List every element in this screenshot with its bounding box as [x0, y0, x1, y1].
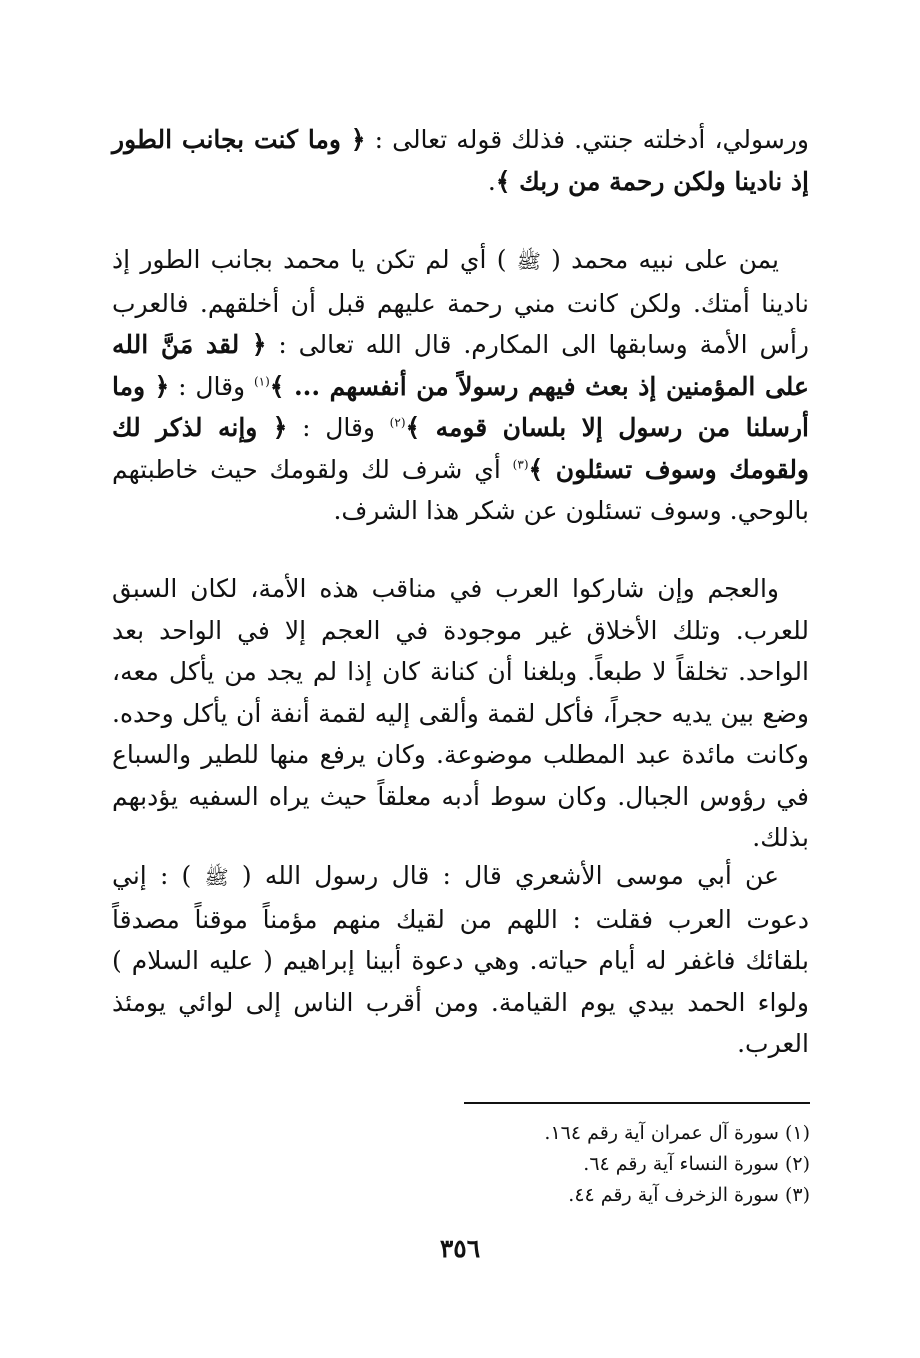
footnotes	[400, 1118, 810, 1211]
quran-open-bracket: ﴿	[251, 330, 267, 359]
quran-verse: وإنه لذكر لك ولقومك وسوف تسئلون	[112, 413, 810, 484]
salawat-glyph: ﷺ	[204, 865, 229, 889]
paragraph-4-text-2: ) : إني دعوت العرب فقلت : اللهم من لقيك منهم مؤمناً موقناً مصدقاً بلقائك فاغفر له أيام حياته. وهي دعوة أبينا إبراهيم ( عليه السلام ) ولواء الحمد بيدي يوم القيامة. ومن أقرب الناس إلى لوائي يومئذ العرب.	[112, 861, 809, 1058]
quran-verse: وما أرسلنا من رسول إلا بلسان قومه	[112, 371, 809, 442]
footnote-2: (٢) سورة النساء آية رقم ٦٤.	[583, 1153, 810, 1175]
paragraph-2	[112, 239, 809, 532]
quran-open-bracket: ﴿	[272, 413, 288, 442]
footnote-3: (٣) سورة الزخرف آية رقم ٤٤.	[568, 1184, 810, 1206]
paragraph-4-text-1: عن أبي موسى الأشعري قال : قال رسول الله (	[228, 861, 779, 890]
quran-verse: وما كنت بجانب الطور إذ نادينا ولكن رحمة من ربك	[112, 125, 809, 196]
footnote-1: (١) سورة آل عمران آية رقم ١٦٤.	[544, 1122, 810, 1144]
paragraph-3-text: والعجم وإن شاركوا العرب في مناقب هذه الأمة، لكان السبق للعرب. وتلك الأخلاق غير موجودة في العجم إلا في الواحد بعد الواحد. تخلقاً لا طبعاً. وبلغنا أن كنانة كان إذا لم يجد من يأكل معه، وضع بين يديه حجراً، فأكل لقمة وألقى إليه لقمة أنفة أن يأكل وحده. وكانت مائدة عبد المطلب موضوعة. وكان يرفع منها للطير والسباع في رؤوس الجبال. وكان سوط أدبه معلقاً حيث يراه السفيه يؤدبهم بذلك.	[112, 574, 809, 852]
paragraph-1	[112, 119, 809, 202]
quran-close-bracket: ﴾	[405, 413, 421, 442]
paragraph-2-text-2: ) أي لم تكن يا محمد بجانب الطور إذ نادينا أمتك. ولكن كانت مني رحمة عليهم قبل أن أخلقهم. فالعرب رأس الأمة وسابقها الى المكارم. قال الله تعالى :	[112, 245, 809, 359]
quran-close-bracket: ﴾	[495, 166, 511, 196]
quran-open-bracket: ﴿	[154, 371, 170, 401]
footnote-ref-3: (٣)	[512, 457, 529, 472]
quran-close-bracket: ﴾	[528, 454, 544, 484]
paragraph-3	[112, 568, 809, 859]
paragraph-2-text-1: يمن على نبيه محمد (	[540, 245, 780, 274]
footnote-divider	[464, 1102, 810, 1104]
paragraph-4	[112, 855, 809, 1065]
paragraph-1-lead: ورسولي، أدخلته جنتي. فذلك قوله تعالى :	[365, 125, 809, 154]
page-number: ٣٥٦	[439, 1234, 481, 1263]
quran-open-bracket: ﴿	[350, 125, 366, 154]
footnote-ref-2: (٢)	[389, 415, 406, 430]
paragraph-2-text-4: وقال :	[287, 413, 390, 442]
paragraph-2-text-3: وقال :	[169, 371, 254, 401]
footnote-ref-1: (١)	[253, 374, 270, 389]
quran-close-bracket: ﴾	[269, 371, 285, 401]
quran-verse: لقد مَنَّ الله على المؤمنين إذ بعث فيهم رسولاً من أنفسهم ...	[112, 330, 809, 401]
paragraph-2-text-5: أي شرف لك ولقومك حيث خاطبتهم بالوحي. وسوف تسئلون عن شكر هذا الشرف.	[112, 454, 809, 525]
salawat-glyph: ﷺ	[516, 249, 541, 273]
paragraph-1-tail: .	[487, 166, 496, 196]
